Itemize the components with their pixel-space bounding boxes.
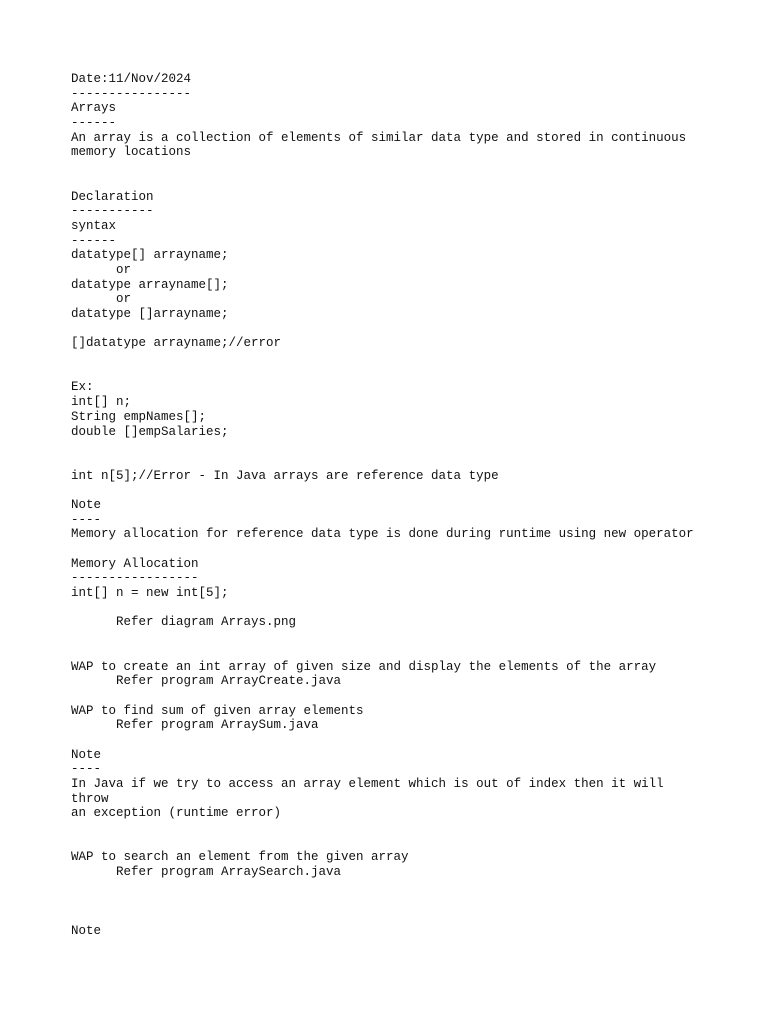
heading-memory-allocation: Memory Allocation [71, 556, 199, 571]
blank-line [71, 454, 731, 469]
heading-syntax: syntax [71, 218, 117, 233]
blank-line [71, 366, 731, 381]
wap-array-sum: WAP to find sum of given array elements [71, 703, 364, 718]
blank-line [71, 439, 731, 454]
syntax-form-2: datatype arrayname[]; [71, 277, 229, 292]
heading-note-1: Note [71, 497, 102, 512]
blank-line [71, 689, 731, 704]
refer-array-sum: Refer program ArraySum.java [71, 718, 319, 733]
wap-array-search: WAP to search an element from the given array [71, 850, 409, 865]
blank-line [71, 601, 731, 616]
memory-allocation-example: int[] n = new int[5]; [71, 586, 229, 601]
heading-note-2: Note [71, 747, 102, 762]
blank-line [71, 733, 731, 748]
blank-line [71, 821, 731, 836]
blank-line [71, 483, 731, 498]
date-line: Date:11/Nov/2024 [71, 72, 192, 86]
example-heading: Ex: [71, 380, 94, 395]
heading-note-1-underline: ---- [71, 512, 102, 527]
blank-line [71, 160, 731, 175]
heading-syntax-underline: ------ [71, 233, 117, 248]
syntax-or: or [71, 292, 132, 307]
wap-create-array: WAP to create an int array of given size and display the elements of the array [71, 659, 657, 674]
heading-memory-allocation-underline: ----------------- [71, 571, 199, 586]
heading-declaration-underline: ----------- [71, 204, 154, 219]
blank-line [71, 175, 731, 190]
blank-line [71, 836, 731, 851]
refer-array-create: Refer program ArrayCreate.java [71, 674, 342, 689]
memory-allocation-note: Memory allocation for reference data type is done during runtime using new operator [71, 527, 694, 542]
syntax-or: or [71, 262, 132, 277]
heading-note-2-underline: ---- [71, 762, 102, 777]
syntax-form-1: datatype[] arrayname; [71, 248, 229, 263]
array-definition-line-1: An array is a collection of elements of similar data type and stored in continuous [71, 130, 687, 145]
blank-line [71, 322, 731, 337]
refer-array-search: Refer program ArraySearch.java [71, 865, 342, 880]
blank-line [71, 542, 731, 557]
syntax-error-example: []datatype arrayname;//error [71, 336, 282, 351]
heading-arrays-underline: ------ [71, 116, 117, 131]
heading-note-3: Note [71, 923, 102, 938]
out-of-index-note-line-3: an exception (runtime error) [71, 806, 282, 821]
blank-line [71, 909, 731, 924]
out-of-index-note-line-2: throw [71, 791, 109, 806]
example-line-3: double []empSalaries; [71, 424, 229, 439]
blank-line [71, 645, 731, 660]
date-underline: ---------------- [71, 86, 192, 101]
blank-line [71, 351, 731, 366]
refer-diagram-line: Refer diagram Arrays.png [71, 615, 297, 630]
example-line-2: String empNames[]; [71, 409, 207, 424]
reference-type-error-line: int n[5];//Error - In Java arrays are reference data type [71, 468, 499, 483]
heading-arrays: Arrays [71, 101, 117, 116]
example-line-1: int[] n; [71, 395, 132, 410]
blank-line [71, 630, 731, 645]
syntax-form-3: datatype []arrayname; [71, 307, 229, 321]
array-definition-line-2: memory locations [71, 145, 192, 160]
blank-line [71, 895, 731, 910]
blank-line [71, 880, 731, 895]
out-of-index-note-line-1: In Java if we try to access an array element which is out of index then it will [71, 777, 664, 791]
heading-declaration: Declaration [71, 189, 154, 204]
document-page [71, 72, 731, 939]
